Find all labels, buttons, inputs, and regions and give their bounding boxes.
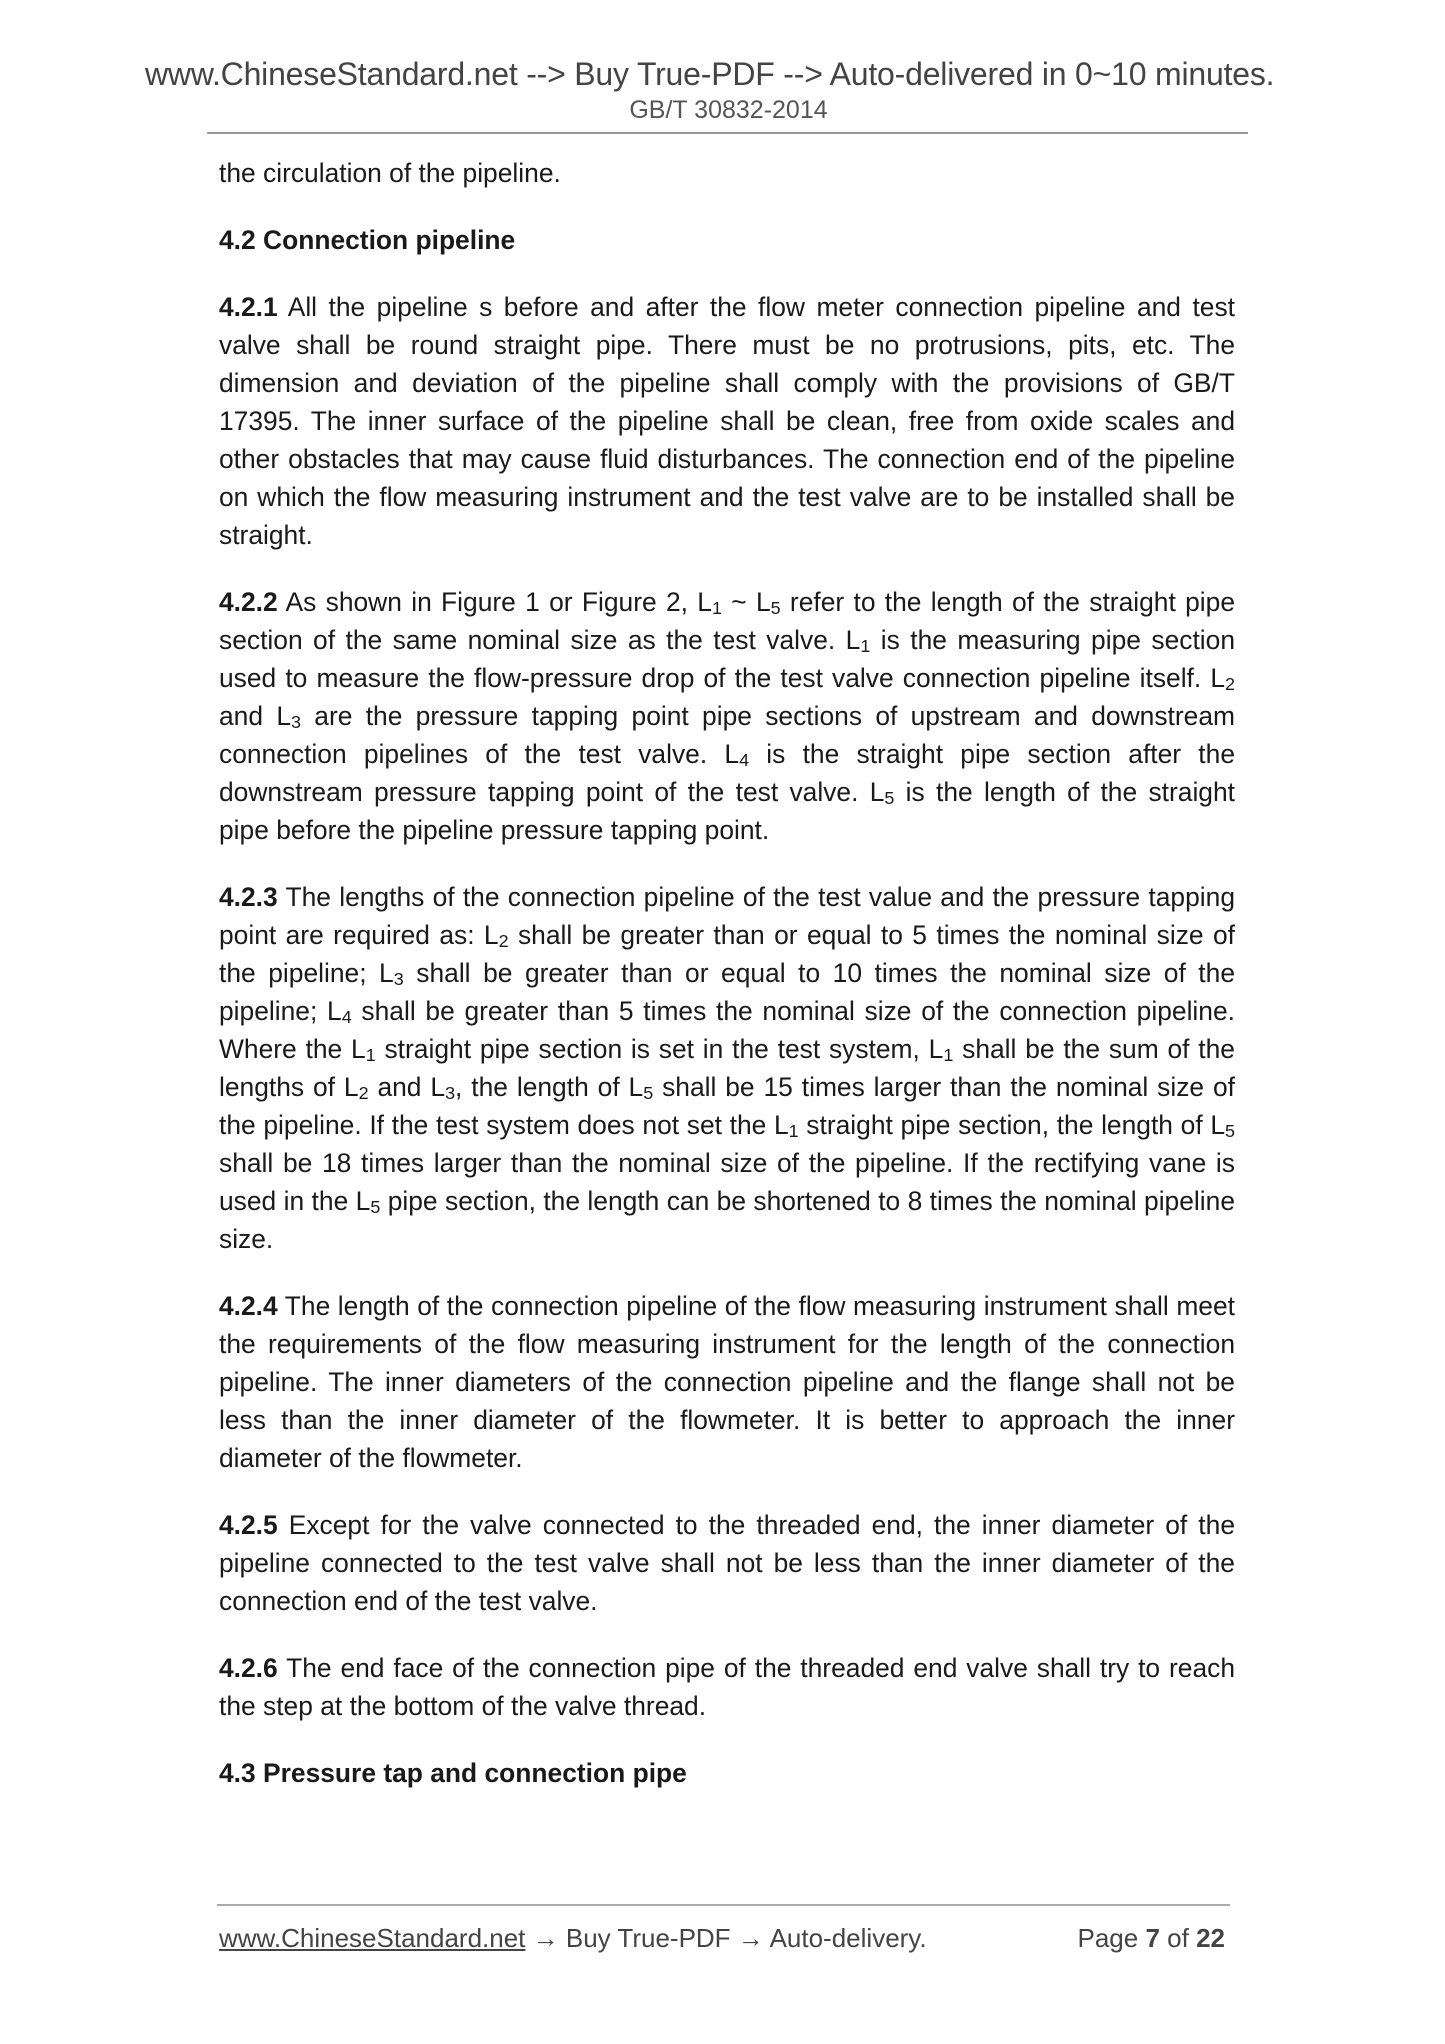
subscript: 5: [370, 1197, 381, 1218]
paragraph-text: The lengths of the connection pipeline of the test value and the pressure tapping point are required as: L: [219, 882, 1235, 950]
paragraph-text: are the pressure tapping point pipe sections of upstream and downstream connection pipelines of the test valve. L: [219, 701, 1235, 769]
document-body: [219, 154, 1235, 1821]
subscript: 3: [445, 1083, 456, 1104]
paragraph-text: and L: [219, 701, 291, 731]
page-label: Page: [1077, 1923, 1139, 1953]
clause-paragraph: [219, 583, 1235, 849]
footer-website-link[interactable]: www.ChineseStandard.net: [219, 1923, 526, 1953]
subscript: 1: [860, 636, 871, 657]
section-heading: 4.2 Connection pipeline: [219, 225, 516, 255]
subscript: 5: [643, 1083, 654, 1104]
subscript: 1: [711, 598, 722, 619]
clause-paragraph: [219, 1649, 1235, 1725]
subscript: 2: [498, 931, 509, 952]
page-current: 7: [1145, 1923, 1160, 1953]
paragraph-text: the circulation of the pipeline.: [219, 158, 561, 188]
paragraph-text: shall be greater than 5 times the nominal size of the connection pipeline. Where the L: [219, 996, 1235, 1064]
clause-paragraph: [219, 1287, 1235, 1477]
paragraph-text: All the pipeline s before and after the flow meter connection pipeline and test valve shall be round straight pipe. There must be no protrusions, pits, etc. The dimension and deviation of the pipeline shall comply with the provisions of GB/T 17395. The inner surface of the pipeline shall be clean, free from oxide scales and other obstacles that may cause fluid disturbances. The connection end of the pipeline on which the flow measuring instrument and the test valve are to be installed shall be straight.: [219, 292, 1235, 550]
footer-trail: → Buy True-PDF → Auto-delivery.: [525, 1923, 927, 1953]
paragraph-text: shall be greater than or equal to 10 times the nominal size of the pipeline; L: [219, 958, 1235, 1026]
paragraph-text: is the length of the straight pipe before the pipeline pressure tapping point.: [219, 777, 1235, 845]
page-indicator: [1077, 1923, 1225, 1954]
paragraph-text: is the straight pipe section after the downstream pressure tapping point of the test valve. L: [219, 739, 1235, 807]
paragraph-text: straight pipe section is set in the test system, L: [375, 1034, 944, 1064]
paragraph-text: As shown in Figure 1 or Figure 2, L: [277, 587, 712, 617]
clause-number: 4.2.1: [219, 292, 278, 322]
subscript: 1: [943, 1045, 954, 1066]
paragraph-text: , the length of L: [455, 1072, 644, 1102]
paragraph-text: and L: [368, 1072, 446, 1102]
paragraph-text: straight pipe section, the length of L: [798, 1110, 1226, 1140]
clause-paragraph: [219, 878, 1235, 1258]
footer-divider: [217, 1904, 1230, 1906]
subscript: 4: [341, 1007, 352, 1028]
subscript: 2: [358, 1083, 369, 1104]
paragraph-text: pipe section, the length can be shortened to 8 times the nominal pipeline size.: [219, 1186, 1235, 1254]
clause-number: 4.2.2: [219, 587, 278, 617]
section-heading: 4.3 Pressure tap and connection pipe: [219, 1758, 687, 1788]
clause-paragraph: [219, 1506, 1235, 1620]
clause-number: 4.2.6: [219, 1653, 278, 1683]
paragraph-text: shall be 15 times larger than the nominal size of the pipeline. If the test system does not set the L: [219, 1072, 1236, 1140]
subscript: 1: [788, 1121, 799, 1142]
paragraph-text: Except for the valve connected to the threaded end, the inner diameter of the pipeline connected to the test valve shall not be less than the inner diameter of the connection end of the test valve.: [219, 1510, 1235, 1616]
header-banner: www.ChineseStandard.net --> Buy True-PDF --> Auto-delivered in 0~10 minutes.: [145, 56, 1275, 92]
subscript: 3: [393, 969, 404, 990]
footer-left: [219, 1923, 927, 1954]
of-label: of: [1167, 1923, 1189, 1953]
paragraph-text: The length of the connection pipeline of the flow measuring instrument shall meet the requirements of the flow measuring instrument for the length of the connection pipeline. The inner diameters of the connection pipeline and the flange shall not be less than the inner diameter of the flowmeter. It is better to approach the inner diameter of the flowmeter.: [219, 1291, 1235, 1473]
clause-paragraph: [219, 288, 1235, 554]
page-total: 22: [1196, 1923, 1225, 1953]
paragraph-text: is the measuring pipe section used to measure the flow-pressure drop of the test valve connection pipeline itself. L: [219, 625, 1235, 693]
paragraph-text: shall be 18 times larger than the nominal size of the pipeline. If the rectifying vane is used in the L: [219, 1148, 1235, 1216]
paragraph-text: The end face of the connection pipe of the threaded end valve shall try to reach the step at the bottom of the valve thread.: [219, 1653, 1235, 1721]
subscript: 1: [365, 1045, 376, 1066]
clause-paragraph: [219, 154, 1235, 192]
subscript: 3: [291, 712, 301, 733]
header-divider: [207, 132, 1248, 134]
clause-number: 4.2.3: [219, 882, 278, 912]
clause-number: 4.2.5: [219, 1510, 278, 1540]
paragraph-text: ~ L: [721, 587, 771, 617]
clause-number: 4.2.4: [219, 1291, 278, 1321]
paragraph-text: refer to the length of the straight pipe section of the same nominal size as the test valve. L: [219, 587, 1236, 655]
paragraph-text: shall be the sum of the lengths of L: [219, 1034, 1235, 1102]
subscript: 5: [770, 598, 781, 619]
standard-number: GB/T 30832-2014: [629, 96, 828, 124]
subscript: 5: [1225, 1121, 1235, 1142]
paragraph-text: shall be greater than or equal to 5 times the nominal size of the pipeline; L: [219, 920, 1235, 988]
subscript: 5: [884, 788, 895, 809]
subscript: 2: [1225, 674, 1235, 695]
subscript: 4: [739, 750, 750, 771]
